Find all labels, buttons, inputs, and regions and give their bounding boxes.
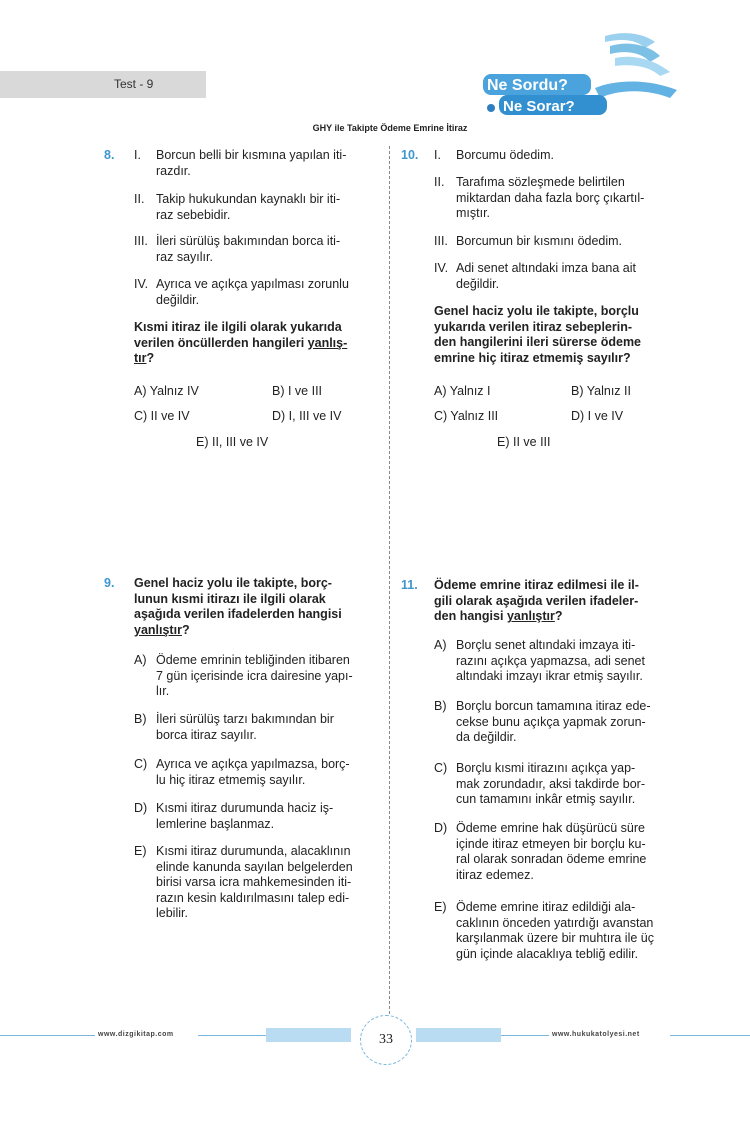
option-e[interactable]: E) II, III ve IV [196,435,269,449]
option-b[interactable]: B) Borçlu borcun tamamına itiraz ede- cekse bunu açıkça yapmak zorun- da değildir. [434,699,651,745]
option-d[interactable]: D) I ve IV [571,409,624,423]
premise: II. Takip hukukundan kaynaklı bir iti- raz sebebidir. [134,192,341,222]
footer-bar-right [416,1028,501,1042]
question-stem: Kısmi itiraz ile ilgili olarak yukarıda verilen öncüllerden hangileri yanlış- tır? [134,320,348,366]
premise: III. Borcumun bir kısmını ödedim. [434,234,623,248]
question-stem: Genel haciz yolu ile takipte, borçlu yukarıda verilen itiraz sebeplerin- den hangilerini ileri sürerse ödeme emrine hiç itiraz etmemiş sayılır? [434,304,642,365]
option-c[interactable]: C) II ve IV [134,409,190,423]
question-number: 9. [104,576,115,590]
footer-rule-right-2 [501,1035,549,1036]
option-b[interactable]: B) I ve III [272,384,323,398]
option-a[interactable]: A) Ödeme emrinin tebliğinden itibaren 7 gün içerisinde icra dairesine yapı- lır. [134,653,353,699]
page-subtitle: GHY ile Takipte Ödeme Emrine İtiraz [312,123,468,133]
premise: IV. Adi senet altındaki imza bana ait değildir. [434,261,636,291]
premise: II. Tarafıma sözleşmede belirtilen miktardan daha fazla borç çıkartıl- mıştır. [434,175,645,221]
premise: I. Borcun belli bir kısmına yapılan iti- razdır. [134,148,347,178]
question-8 [104,148,384,449]
premise: III. İleri sürülüş bakımından borca iti- raz sayılır. [134,234,341,264]
option-d[interactable]: D) Kısmi itiraz durumunda haciz iş- lemlerine başlanmaz. [134,801,334,831]
option-d[interactable]: D) I, III ve IV [272,409,342,423]
premise: IV. Ayrıca ve açıkça yapılması zorunlu değildir. [134,277,349,307]
option-d[interactable]: D) Ödeme emrine hak düşürücü süre içinde itiraz etmeyen bir borçlu ku- ral olarak sonradan ödeme emrine itiraz edemez. [434,821,647,882]
option-b[interactable]: B) Yalnız II [571,384,631,398]
column-divider [389,146,390,1014]
question-number: 11. [401,578,418,592]
option-b[interactable]: B) İleri sürülüş tarzı bakımından bir borca itiraz sayılır. [134,712,334,742]
option-a[interactable]: A) Yalnız I [434,384,491,398]
option-c[interactable]: C) Yalnız III [434,409,499,423]
option-e[interactable]: E) Kısmi itiraz durumunda, alacaklının elinde kanunda sayılan belgelerden birisi varsa icra mahkemesinden iti- razın kesin kaldırılmasını talep edi- lebilir. [134,844,353,921]
brand-logo [455,28,685,118]
footer-url-left: www.dizgikitap.com [98,1031,174,1038]
option-e[interactable]: E) II ve III [497,435,551,449]
question-stem: Genel haciz yolu ile takipte, borç- lunun kısmi itirazı ile ilgili olarak aşağıda verilen ifadelerden hangisi yanlıştır? [134,576,342,637]
footer-rule-right [670,1035,750,1036]
question-9 [104,576,384,921]
logo-line1: Ne Sordu? [487,77,568,94]
option-e[interactable]: E) Ödeme emrine itiraz edildiği ala- caklının önceden yatırdığı avanstan karşılanmak üzere bir muhtıra ile üç gün içinde alacaklıya tebliğ edilir. [434,900,654,961]
option-c[interactable]: C) Ayrıca ve açıkça yapılmazsa, borç- lu hiç itiraz etmemiş sayılır. [134,757,350,787]
premise: I. Borcumu ödedim. [434,148,554,162]
question-stem: Ödeme emrine itiraz edilmesi ile il- gili olarak aşağıda verilen ifadeler- den hangisi yanlıştır? [434,578,639,624]
option-c[interactable]: C) Borçlu kısmi itirazını açıkça yap- mak zorundadır, aksi takdirde bor- cun tamamını inkâr etmiş sayılır. [434,761,645,807]
footer-rule-left-2 [198,1035,266,1036]
footer-rule-left [0,1035,95,1036]
option-a[interactable]: A) Borçlu senet altındaki imzaya iti- razını açıkça yapmazsa, adi senet altındaki imzayı ikrar etmiş sayılır. [434,638,645,684]
question-10 [401,148,686,449]
footer-bar-left [266,1028,351,1042]
question-11 [401,578,686,961]
test-label: Test - 9 [114,77,154,91]
page-number: 33 [360,1015,412,1065]
option-a[interactable]: A) Yalnız IV [134,384,199,398]
question-number: 10. [401,148,419,162]
test-label-bar [0,71,206,98]
question-number: 8. [104,148,115,162]
logo-line2: Ne Sorar? [503,98,575,115]
footer-url-right: www.hukukatolyesi.net [552,1031,640,1038]
